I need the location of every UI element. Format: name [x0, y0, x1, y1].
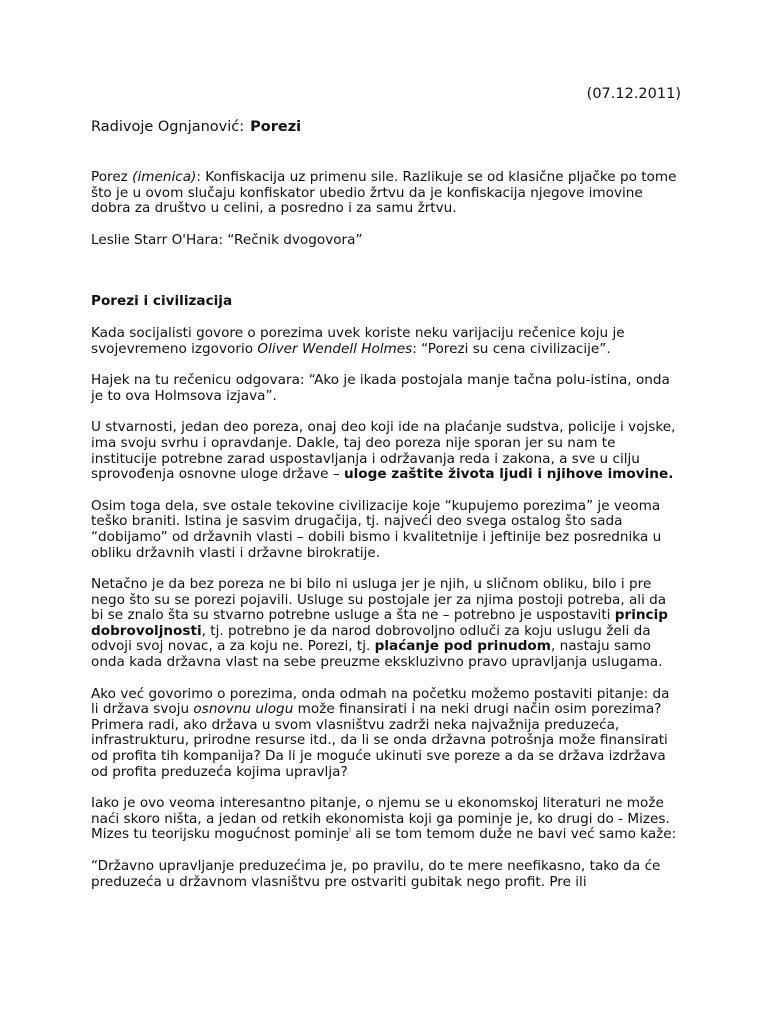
- text-run: može finansirati i na neki drugi način osim porezima? Primera radi, ako država u svom vlasništvu zadrži neka najvažnija preduzeća, infrastrukturu, prirodne resurse itd., da li se onda državna potrošnja može finansirati od profita tih kompanija? Da li je moguće ukinuti sve poreze a da se država izdržava od profita preduzeća kojima upravlja?: [91, 701, 668, 780]
- author-name: Radivoje Ognjanović:: [91, 119, 245, 135]
- text-run: plaćanje pod prinudom: [374, 638, 551, 655]
- text-run: Ako već govorimo o porezima, onda odmah na početku možemo postaviti pitanje: da li država svoju: [91, 685, 670, 718]
- author-line: [91, 119, 301, 135]
- text-run: ali se tom temom duže ne bavi već samo kaže:: [350, 826, 677, 843]
- text-run: Porezi i civilizacija: [91, 293, 233, 310]
- text-run: Kada socijalisti govore o porezima uvek koriste neku varijaciju rečenice koju je svojevremeno izgovorio: [91, 324, 625, 357]
- text-run: Iako je ovo veoma interesantno pitanje, o njemu se u ekonomskoj literaturi ne može naći skoro ništa, a jedan od retkih ekonomista koji ga pominje je, ko drugi do - Mizes. Mizes tu teorijsku mogućnost pominje: [91, 795, 670, 843]
- paragraph: [91, 373, 681, 404]
- text-run: osnovnu ulogu: [193, 701, 294, 718]
- text-run: : Konfiskacija uz primenu sile. Razlikuje se od klasične pljačke po tome što je u ovom slučaju konfiskator ubedio žrtvu da je konfiskacija njegove imovine dobra za društvo u celini, a posredno i za samu žrtvu.: [91, 169, 677, 217]
- text-run: : “Porezi su cena civilizacije”.: [412, 340, 611, 357]
- text-run: Oliver Wendell Holmes: [257, 340, 413, 357]
- paragraph: [91, 233, 681, 249]
- paragraph: [91, 170, 681, 217]
- paragraph: [91, 859, 681, 890]
- text-run: , nastaju samo onda kada državna vlast na sebe preuzme ekskluzivno pravo upravljanja uslugama.: [91, 638, 663, 671]
- paragraph: [91, 687, 681, 781]
- text-run: Hajek na tu rečenicu odgovara: “Ako je ikada postojala manje tačna polu-istina, onda je to ova Holmsova izjava”.: [91, 372, 670, 404]
- text-run: Leslie Starr O'Hara: “Rečnik dvogovora”: [91, 231, 363, 248]
- text-run: “Državno upravljanje preduzećima je, po pravilu, do te mere neefikasno, tako da će preduzeća u državnom vlasništvu pre ostvariti gubitak nego profit. Pre ili: [91, 858, 661, 890]
- paragraph: [91, 326, 681, 357]
- text-run: uloge zaštite života ljudi i njihove imovine.: [343, 466, 674, 483]
- text-run: Netačno je da bez poreza ne bi bilo ni usluga jer je njih, u sličnom obliku, bilo i pre nego što su se porezi pojavili. Usluge su postojale jer za njima postoji potreba, ali da bi se znalo šta su stvarno potrebne usluge a šta ne – potrebno je uspostaviti: [91, 576, 667, 624]
- text-run: Porez: [91, 169, 133, 185]
- paragraph: [91, 577, 681, 671]
- paragraph: [91, 499, 681, 561]
- document-body: [91, 170, 681, 906]
- text-run: Osim toga dela, sve ostale tekovine civilizacije koje “kupujemo porezima” je veoma teško braniti. Istina je sasvim drugačija, tj. najveći deo svega ostalog što sada “dobijamo” od državnih vlasti – dobili bismo i kvalitetnije i jeftinije bez posrednika u obliku državnih vlasti i državne birokratije.: [91, 497, 662, 561]
- document-title: Porezi: [250, 119, 302, 135]
- section-heading: [91, 294, 681, 310]
- document-date: (07.12.2011): [586, 86, 681, 102]
- text-run: (imenica): [132, 169, 197, 185]
- text-run: , tj. potrebno je da narod dobrovoljno odluči za koju uslugu želi da odvoji svoj novac, a za koju ne. Porezi, tj.: [91, 622, 651, 655]
- text-run: princip dobrovoljnosti: [91, 607, 668, 639]
- paragraph: [91, 796, 681, 843]
- paragraph: [91, 420, 681, 482]
- footnote-marker: i: [348, 826, 351, 835]
- text-run: U stvarnosti, jedan deo poreza, onaj deo koji ide na plaćanje sudstva, policije i vojske, ima svoju svrhu i opravdanje. Dakle, taj deo poreza nije sporan jer su nam te institucije potrebne zarad uspostavljanja i održavanja reda i zakona, a sve u cilju sprovođenja osnovne uloge države –: [91, 419, 676, 483]
